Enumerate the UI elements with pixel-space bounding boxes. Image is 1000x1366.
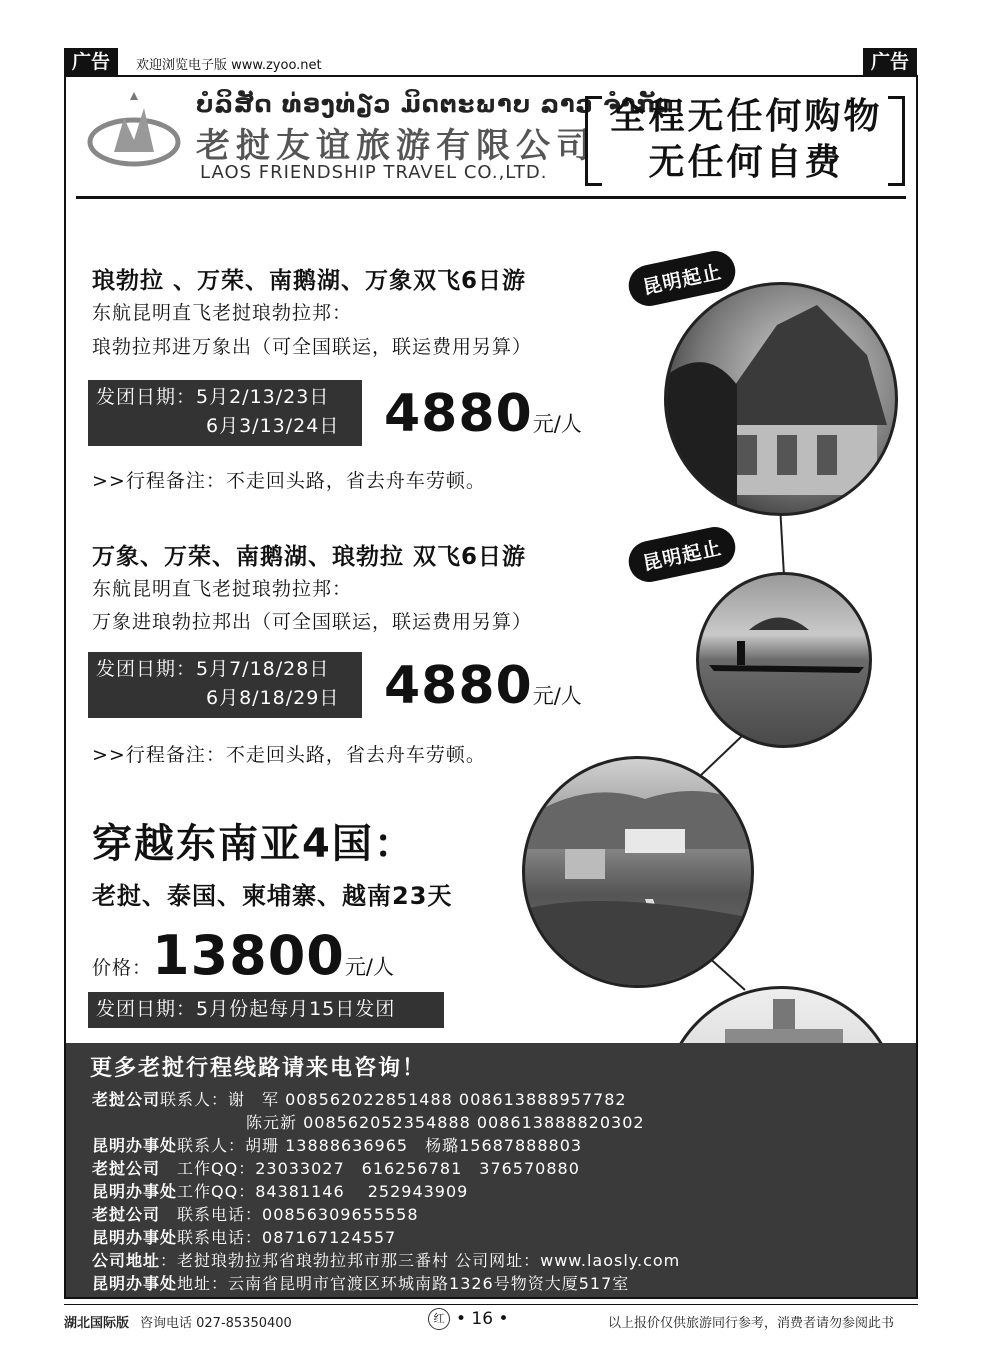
slogan-line-1: 全程无任何购物: [609, 96, 883, 137]
contact-row: [92, 1133, 582, 1156]
tour1-line1: 东航昆明直飞老挝琅勃拉邦：: [92, 302, 353, 324]
page-number: • 16 •: [456, 1309, 509, 1329]
tour2-price: 4880: [384, 656, 533, 716]
tour3-subtitle: 老挝、泰国、柬埔寨、越南23天: [92, 882, 453, 910]
contact-row: [92, 1271, 629, 1294]
contact-text: 联系人：谢 军 00856202285148​8 008613888957782: [160, 1090, 627, 1109]
photo-city-river: [522, 756, 754, 988]
contact-text: 联系电话：008563096555​58: [160, 1205, 419, 1224]
contact-text: 工作QQ：23033027 616256781 376570880: [160, 1159, 580, 1178]
contact-label: 昆明办事处: [92, 1182, 178, 1201]
contact-label: 昆明办事处: [92, 1136, 178, 1155]
tour2-note: >>行程备注：不走回头路，省去舟车劳顿。: [92, 744, 486, 766]
tour3-unit: 元/人: [344, 955, 394, 979]
tour3-price-label: 价格：: [92, 957, 153, 979]
tour1-price: 4880: [384, 384, 533, 444]
contact-text: ：老挝琅勃拉邦省琅勃拉邦市那三番村 公司网址：www.laosly.com: [160, 1251, 681, 1270]
contact-row: [92, 1087, 627, 1110]
tour2-unit: 元/人: [532, 684, 582, 708]
contact-text: 联系电话：087167124557: [177, 1228, 397, 1247]
contact-row: [92, 1156, 580, 1179]
footer-edition: 湖北国际版: [64, 1316, 130, 1331]
tour2-line1: 东航昆明直飞老挝琅勃拉邦：: [92, 578, 353, 600]
contact-text: 联系人：胡珊 13888636965 杨璐15687888803: [177, 1136, 583, 1155]
tour3-title: 穿越东南亚4国：: [92, 821, 416, 867]
tour3-dates: 发团日期：5月份起每月15日发团: [88, 992, 444, 1028]
company-name-cn: 老挝友谊旅游有限公司: [196, 126, 596, 166]
contact-label: 公司地址: [92, 1251, 161, 1270]
photo-temple: [664, 282, 898, 516]
company-name-en: LAOS FRIENDSHIP TRAVEL CO.,LTD.: [200, 162, 548, 183]
contact-heading: 更多老挝行程线路请来电咨询！: [90, 1056, 427, 1081]
contact-row: [246, 1110, 645, 1133]
contact-row: [92, 1179, 468, 1202]
contact-text: 陈元新 00856205235488​8 008613888820302: [246, 1113, 645, 1132]
contact-label: 老挝公司: [92, 1090, 161, 1109]
tour1-line2: 琅勃拉邦进万象出（可全国联运，联运费用另算）: [92, 336, 533, 358]
footer-phone: 咨询电话 027-85350400: [140, 1316, 292, 1331]
photo-river-boat: [696, 572, 872, 748]
tour1-unit: 元/人: [532, 412, 582, 436]
contact-text: 工作QQ：84381146 252943909: [177, 1182, 469, 1201]
company-name-lao: ບໍລິສັດ ທ່ອງທ່ຽວ ມິດຕະພາບ ລາວ ຈຳກັດ: [196, 90, 675, 118]
contact-label: 昆明办事处: [92, 1228, 178, 1247]
contact-text: 地址：云南省昆明市官渡区环城南路1326号物资大厦517室: [177, 1274, 630, 1293]
contact-row: [92, 1202, 419, 1225]
tour2-badge: 昆明起止: [625, 523, 739, 586]
contact-label: 老挝公司: [92, 1159, 161, 1178]
slogan-line-2: 无任何自费: [648, 142, 844, 183]
tour1-dates-line2: 6月3/13/24日: [206, 415, 340, 437]
tour3-price: 13800: [152, 924, 345, 987]
tour2-dates-line1: 发团日期：5月7/18/28日: [96, 658, 330, 680]
footer-disclaimer: 以上报价仅供旅游同行参考，消费者请勿参阅此书: [608, 1316, 895, 1331]
tour1-title: 琅勃拉 、万荣、南鹅湖、万象双飞6日游: [92, 268, 527, 294]
tour2-title: 万象、万荣、南鹅湖、琅勃拉 双飞6日游: [92, 544, 527, 570]
tour1-dates-line1: 发团日期：5月2/13/23日: [96, 386, 330, 408]
footer-red-mark: 红: [428, 1308, 450, 1330]
tour1-note: >>行程备注：不走回头路，省去舟车劳顿。: [92, 470, 486, 492]
tour2-line2: 万象进琅勃拉邦出（可全国联运，联运费用另算）: [92, 611, 533, 633]
ad-label-left: 广告: [64, 48, 118, 76]
contact-panel: [66, 1043, 916, 1297]
welcome-text[interactable]: 欢迎浏览电子版 www.zyoo.net: [136, 58, 322, 73]
contact-label: 老挝公司: [92, 1205, 161, 1224]
ad-label-right: 广告: [863, 48, 917, 76]
contact-label: 昆明办事处: [92, 1274, 178, 1293]
contact-row: [92, 1225, 396, 1248]
footer-divider: [64, 1304, 918, 1305]
tour1-badge: 昆明起止: [625, 247, 739, 310]
tour2-dates-line2: 6月8/18/29日: [206, 687, 340, 709]
contact-row: [92, 1248, 680, 1271]
